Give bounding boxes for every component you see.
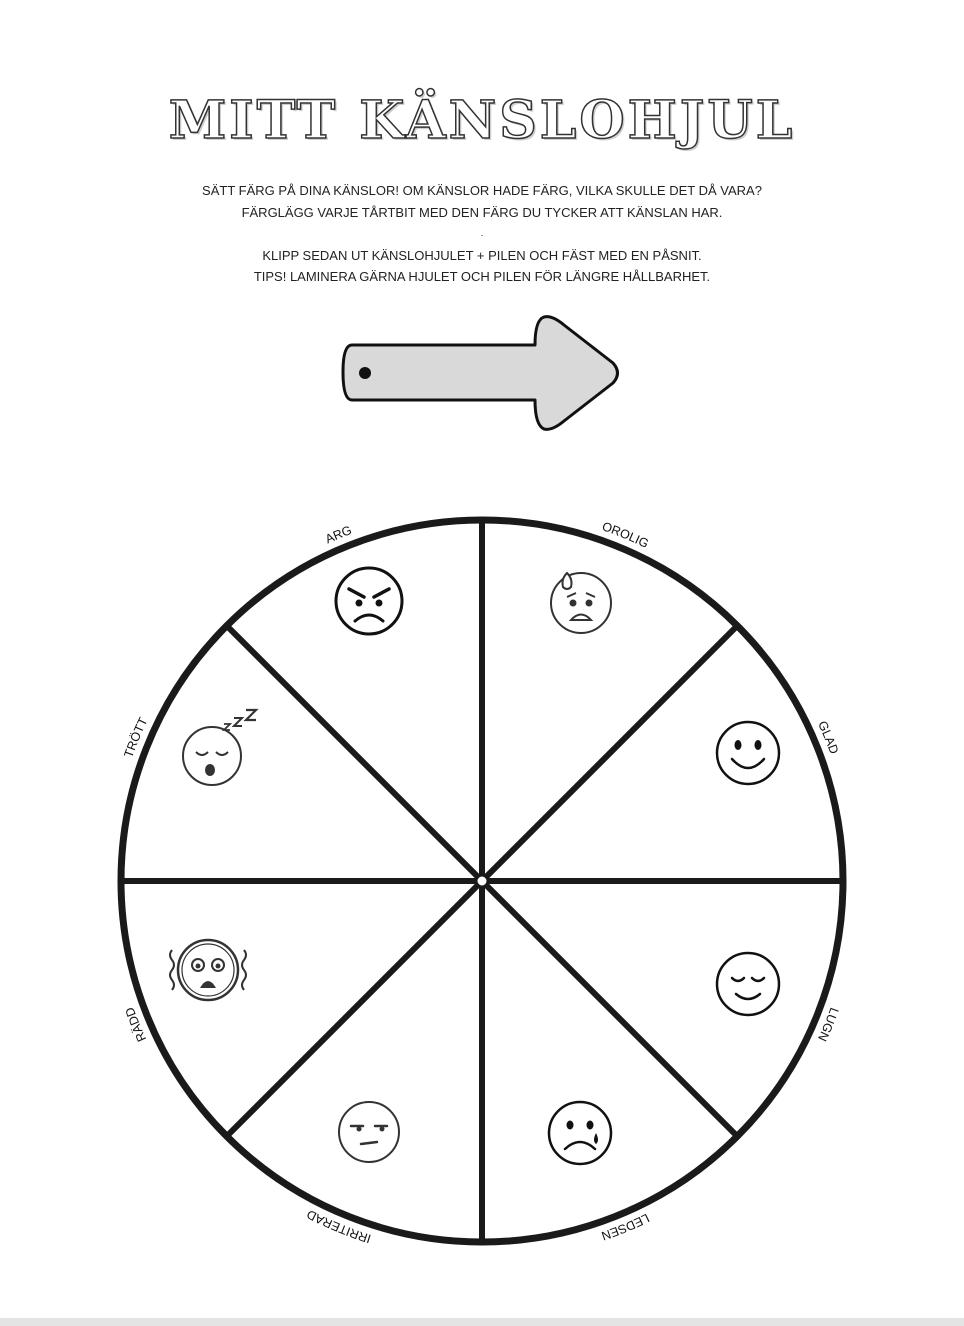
wheel-label-trött: TRÖTT xyxy=(121,715,151,760)
shaking-scared-face-icon xyxy=(170,940,246,1000)
wheel-label-glad: GLAD xyxy=(815,718,842,756)
wheel-label-irriterad: IRRITERAD xyxy=(304,1206,373,1246)
instructions xyxy=(0,180,964,288)
wheel-center-hole xyxy=(476,875,488,887)
instruction-line-2: FÄRGLÄGG VARJE TÅRTBIT MED DEN FÄRG DU TYCKER ATT KÄNSLAN HAR. xyxy=(241,204,723,220)
arrow-pin-hole xyxy=(359,367,371,379)
instruction-line-3: KLIPP SEDAN UT KÄNSLOHJULET + PILEN OCH FÄST MED EN PÅSNIT. xyxy=(262,247,702,263)
arrow-pointer-icon xyxy=(330,305,630,440)
wheel-label-arg: ARG xyxy=(323,522,354,547)
anxious-sweat-face-icon xyxy=(551,573,611,633)
calm-relieved-face-icon xyxy=(717,953,779,1015)
wheel-label-ledsen: LEDSEN xyxy=(599,1210,652,1243)
unamused-face-icon xyxy=(339,1102,399,1162)
instruction-separator-dot: . xyxy=(480,228,484,238)
wheel-label-rädd: RÄDD xyxy=(122,1005,150,1044)
crying-sad-face-icon xyxy=(549,1102,611,1164)
page-title: MITT KÄNSLOHJUL xyxy=(168,90,796,151)
emotion-wheel xyxy=(100,500,864,1264)
angry-face-icon xyxy=(336,568,402,634)
instruction-line-1: SÄTT FÄRG PÅ DINA KÄNSLOR! OM KÄNSLOR HADE FÄRG, VILKA SKULLE DET DÅ VARA? xyxy=(202,183,762,198)
smiling-face-icon xyxy=(717,722,779,784)
sleeping-face-icon xyxy=(183,710,256,785)
wheel-label-orolig: OROLIG xyxy=(600,519,651,551)
viewer-bottom-bar xyxy=(0,1318,964,1326)
instruction-line-4: TIPS! LAMINERA GÄRNA HJULET OCH PILEN FÖR LÄNGRE HÅLLBARHET. xyxy=(253,269,711,284)
wheel-label-lugn: LUGN xyxy=(815,1005,842,1044)
